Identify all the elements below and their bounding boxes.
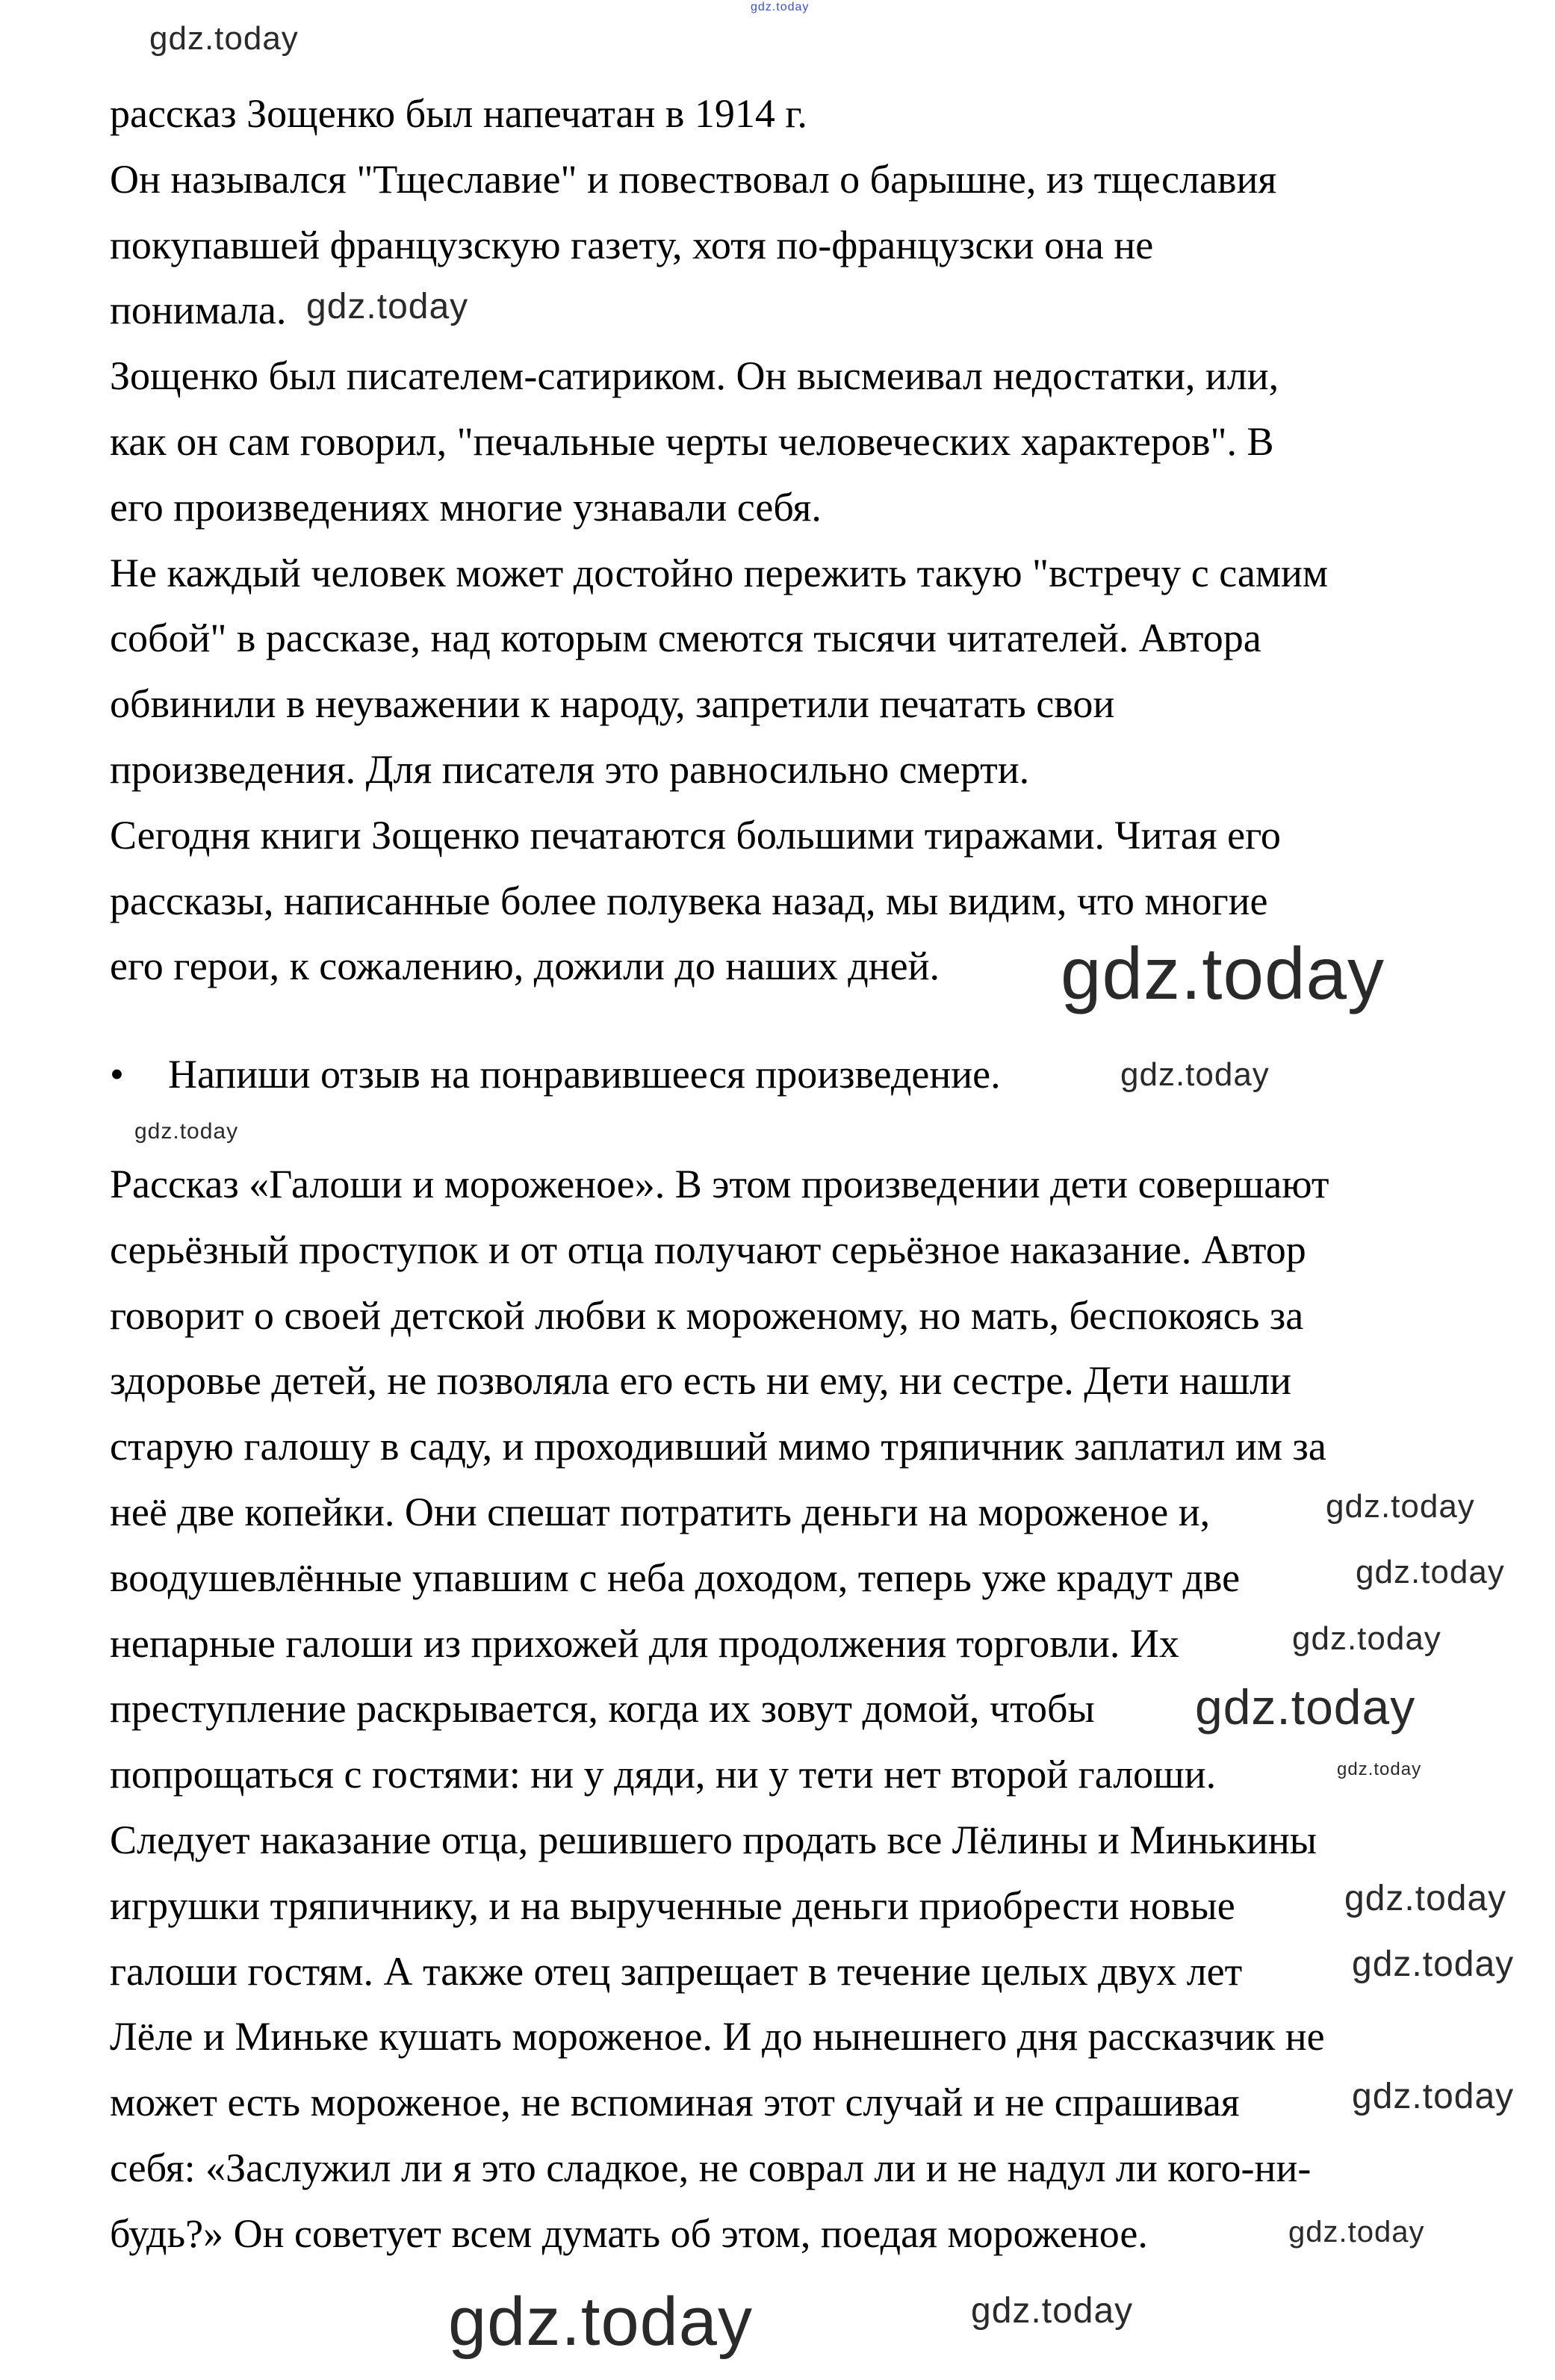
text-line: Не каждый человек может достойно пережить такую "встречу с самим	[110, 550, 1329, 595]
text-line: Рассказ «Галоши и мороженое». В этом произведении дети совершают	[110, 1162, 1329, 1206]
text-line: понимала.	[110, 288, 287, 333]
text-line: его произведениях многие узнавали себя.	[110, 484, 822, 530]
watermark: gdz.today	[1344, 1879, 1507, 1918]
text-line: здоровье детей, не позволяла его есть ни ему, ни сестре. Дети нашли	[110, 1358, 1292, 1404]
text-line: попрощаться с гостями: ни у дяди, ни у тети нет второй галоши.	[110, 1752, 1217, 1797]
bullet-task-text: Напиши отзыв на понравившееся произведение.	[168, 1052, 1001, 1097]
text-line: серьёзный проступок и от отца получают серьёзное наказание. Автор	[110, 1227, 1306, 1272]
text-line: будь?» Он советует всем думать об этом, поедая мороженое.	[110, 2210, 1148, 2256]
watermark: gdz.today	[1337, 1759, 1422, 1779]
paragraph-zoshchenko-bio	[110, 81, 1328, 1000]
text-line: Сегодня книги Зощенко печатаются большими тиражами. Читая его	[110, 812, 1281, 858]
watermark: gdz.today	[134, 1119, 239, 1144]
text-line: Лёле и Миньке кушать мороженое. И до нынешнего дня рассказчик не	[110, 2014, 1325, 2060]
watermark: gdz.today	[1061, 932, 1385, 1014]
watermark: gdz.today	[1288, 2216, 1425, 2249]
text-line: игрушки тряпичнику, и на вырученные деньги приобрести новые	[110, 1882, 1235, 1928]
text-line: галоши гостям. А также отец запрещает в течение целых двух лет	[110, 1948, 1243, 1994]
text-line: как он сам говорил, "печальные черты человеческих характеров". В	[110, 418, 1274, 464]
text-line: себя: «Заслужил ли я это сладкое, не соврал ли и не надул ли кого-ни-	[110, 2145, 1312, 2190]
watermark: gdz.today	[971, 2291, 1134, 2331]
text-line: рассказы, написанные более полувека назад, мы видим, что многие	[110, 878, 1268, 923]
watermark: gdz.today	[1292, 1620, 1441, 1657]
text-line: может есть мороженое, не вспоминая этот случай и не спрашивая	[110, 2080, 1240, 2125]
watermark-top: gdz.today	[751, 1, 810, 13]
watermark: gdz.today	[1120, 1056, 1270, 1093]
text-line: Он назывался "Тщеславие" и повествовал о барышне, из тщеславия	[110, 156, 1277, 202]
text-line: покупавшей французскую газету, хотя по-французски она не	[110, 222, 1154, 267]
text-line: собой" в рассказе, над которым смеются тысячи читателей. Автора	[110, 616, 1261, 661]
bullet-task	[110, 1042, 1001, 1108]
paragraph-review	[110, 1152, 1329, 2267]
watermark: gdz.today	[1356, 1554, 1505, 1590]
text-line: старую галошу в саду, и проходивший мимо тряпичник заплатил им за	[110, 1424, 1326, 1469]
watermark: gdz.today	[306, 287, 469, 326]
watermark: gdz.today	[149, 20, 299, 57]
text-line: воодушевлённые упавшим с неба доходом, теперь уже крадут две	[110, 1555, 1241, 1600]
watermark: gdz.today	[1352, 1944, 1515, 1984]
text-line: произведения. Для писателя это равносильно смерти.	[110, 746, 1030, 792]
watermark: gdz.today	[1326, 1488, 1475, 1525]
text-line: рассказ Зощенко был напечатан в 1914 г.	[110, 91, 807, 136]
text-line: обвинили в неуважении к народу, запретили печатать свои	[110, 681, 1115, 727]
text-line: неё две копейки. Они спешат потратить деньги на мороженое и,	[110, 1489, 1211, 1534]
text-line: Зощенко был писателем-сатириком. Он высмеивал недостатки, или,	[110, 353, 1279, 399]
watermark: gdz.today	[1195, 1679, 1416, 1735]
text-line: непарные галоши из прихожей для продолжения торговли. Их	[110, 1620, 1179, 1666]
text-line: говорит о своей детской любви к мороженому, но мать, беспокоясь за	[110, 1292, 1304, 1338]
bullet-icon: •	[110, 1052, 124, 1097]
watermark: gdz.today	[448, 2284, 753, 2360]
text-line: Следует наказание отца, решившего продать все Лёлины и Минькины	[110, 1817, 1317, 1862]
text-line: его герои, к сожалению, дожили до наших дней.	[110, 943, 940, 989]
watermark: gdz.today	[1352, 2077, 1515, 2116]
text-line: преступление раскрывается, когда их зовут домой, чтобы	[110, 1686, 1095, 1732]
